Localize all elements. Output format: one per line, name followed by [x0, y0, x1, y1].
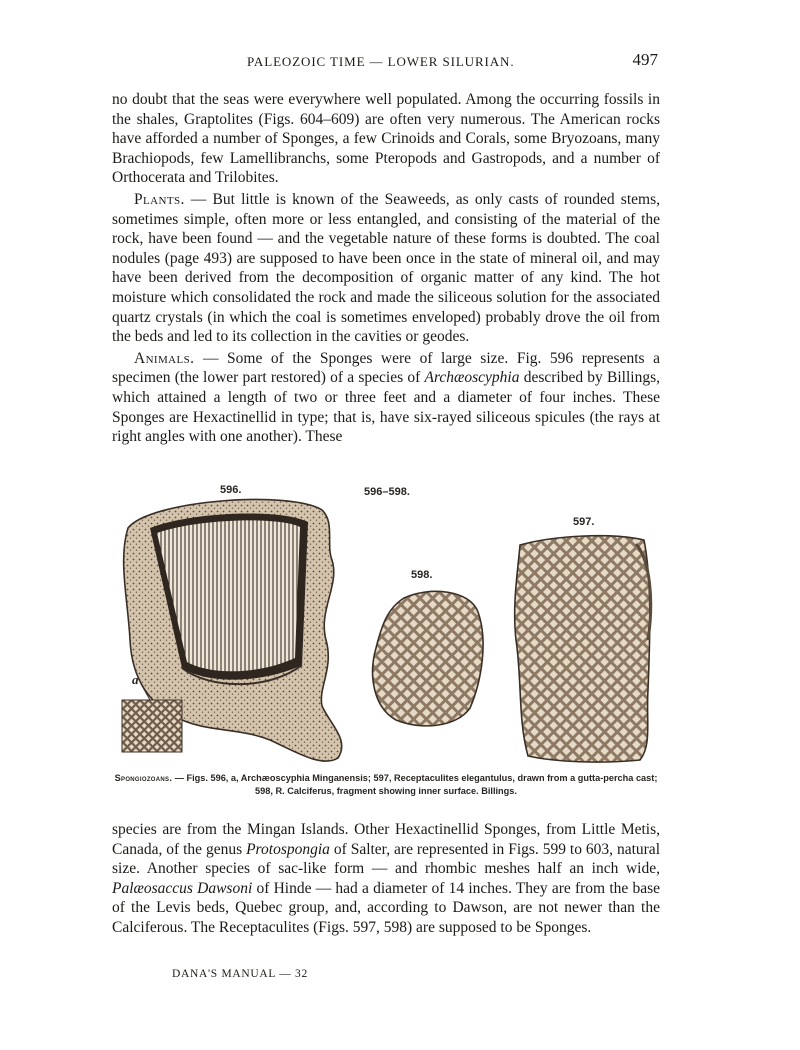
species-text-b: of Salter, are represented in Figs. 599 to 603, natural size. Another species of sac-like form — and rhombic meshes half an inch wide,	[112, 840, 660, 878]
running-title: PALEOZOIC TIME — LOWER SILURIAN.	[247, 54, 515, 69]
animals-text-a: — Some of the Sponges were of large size. Fig. 596 represents a specimen (the lower part restored) of a species of	[112, 349, 660, 387]
figure-597-cast	[515, 536, 651, 762]
figure-598-fragment	[373, 591, 483, 726]
figure-597-label: 597.	[573, 516, 595, 528]
genus-protospongia: Protospongia	[246, 840, 330, 858]
figure-596-label: 596.	[220, 484, 242, 496]
species-text-a: species are from the Mingan Islands. Other Hexactinellid Sponges, from Little Metis, Canada, of the genus	[112, 821, 660, 858]
paragraph-fossils: no doubt that the seas were everywhere well populated. Among the occurring fossils in the shales, Graptolites (Figs. 604–609) are often very numerous. The American rocks have afforded a number of Sponges, a few Crinoids and Corals, some Bryozoans, many Brachiopods, few Lamellibranchs, some Pteropods and Gastropods, and a number of Orthocerata and Trilobites.	[112, 91, 660, 187]
caption-text: — Figs. 596, a, Archæoscyphia Minganensis; 597, Receptaculites elegantulus, drawn from a gutta-percha cast; 598, R. Calciferus, fragment showing inner surface. Billings.	[172, 773, 658, 796]
body-text-bottom	[112, 820, 660, 938]
figure-598-label: 598.	[411, 569, 433, 581]
page-number: 497	[632, 50, 658, 69]
signature-mark: DANA'S MANUAL — 32	[172, 968, 308, 980]
species-palaeosaccus: Palæosaccus Dawsoni	[112, 879, 253, 897]
plants-text: — But little is known of the Seaweeds, as only casts of rounded stems, sometimes simple, often more or less entangled, and consisting of the material of the rock, have been found — and the vegetable nature of these forms is doubted. The coal nodules (page 493) are supposed to have been once in the state of mineral oil, and may have been derived from the decomposition of organic matter of any kind. The hot moisture which consolidated the rock and made the siliceous solution for the associated quartz crystals (in which the coal is sometimes enveloped) probably drove the oil from the beds and led to its collection in the cavities or geodes.	[112, 190, 660, 346]
animals-text-b: described by Billings, which attained a length of two or three feet and a diameter of four inches. These Sponges are Hexactinellid in type; that is, have six-rayed siliceous spicules (the rays at right angles with one another). These	[112, 369, 660, 446]
figure-596a-label: a	[132, 672, 139, 687]
species-text-c: of Hinde — had a diameter of 14 inches. They are from the base of the Levis beds, Quebec group, and, according to Dawson, are not newer than the Calciferous. The Receptaculites (Figs. 597, 598) are supposed to be Sponges.	[112, 879, 661, 936]
animals-genus-name: Archæoscyphia	[424, 369, 520, 387]
figure-group-label: 596–598.	[364, 486, 410, 498]
paragraph-species	[112, 820, 660, 938]
plants-heading: Plants.	[134, 190, 185, 208]
caption-heading: Spongiozoans.	[114, 773, 173, 783]
animals-heading: Animals.	[134, 349, 195, 367]
figure-caption	[112, 772, 660, 798]
